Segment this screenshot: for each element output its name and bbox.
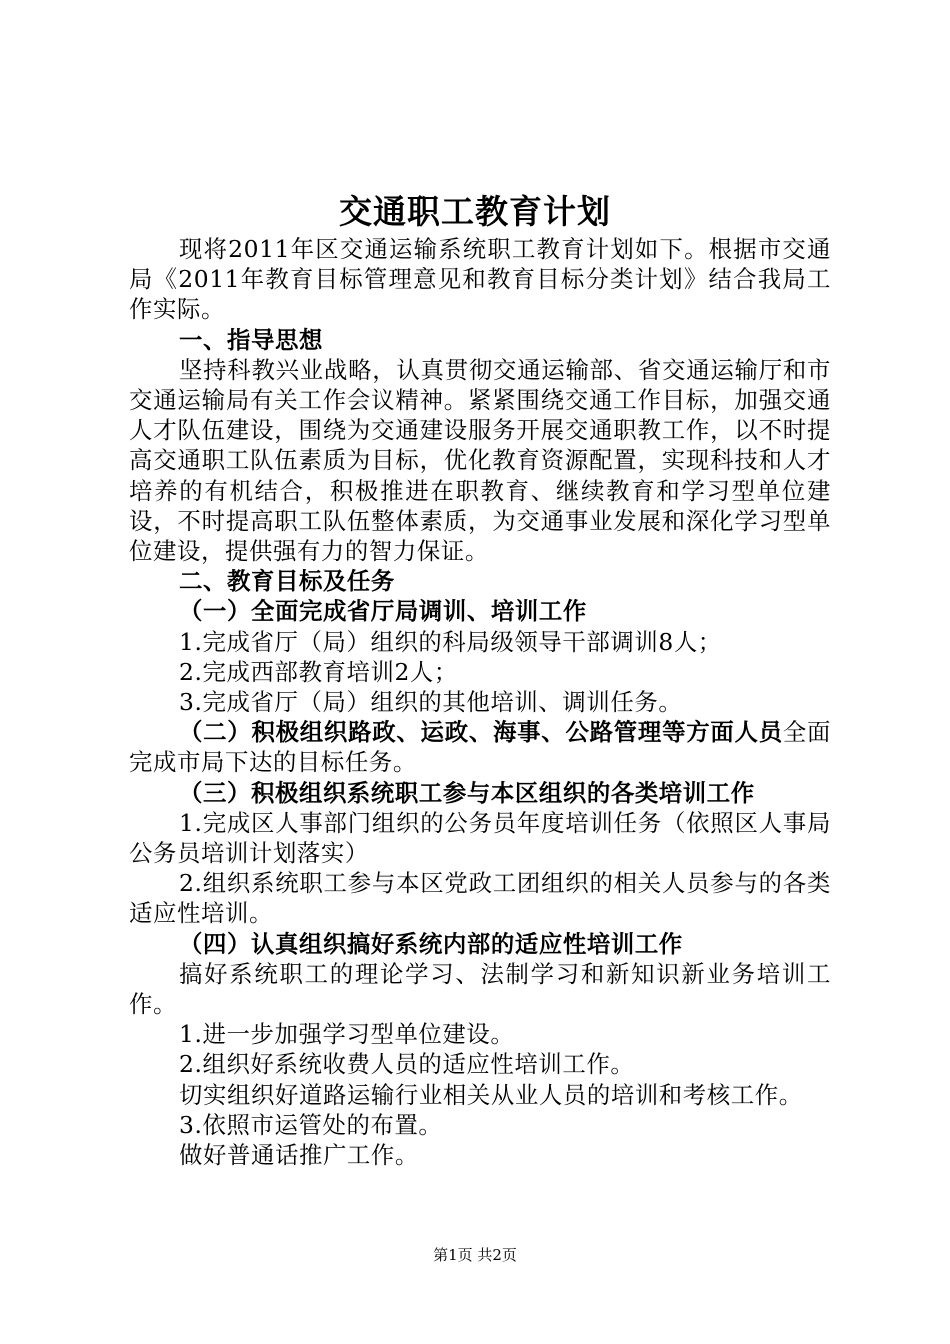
document-title: 交通职工教育计划 bbox=[339, 192, 611, 231]
section-heading: 一、指导思想 bbox=[179, 325, 323, 354]
paragraph: 搞好系统职工的理论学习、法制学习和新知识新业务培训工作。 bbox=[129, 959, 831, 1019]
paragraph: 1.完成省厅（局）组织的科局级领导干部调训8人； bbox=[179, 627, 722, 656]
paragraph: 做好普通话推广工作。 bbox=[179, 1141, 419, 1170]
subsection-heading: （二）积极组织路政、运政、海事、公路管理等方面人员 bbox=[179, 718, 783, 747]
paragraph: 1.进一步加强学习型单位建设。 bbox=[179, 1020, 515, 1049]
paragraph: 3.依照市运管处的布置。 bbox=[179, 1110, 443, 1139]
paragraph: 2.组织系统职工参与本区党政工团组织的相关人员参与的各类适应性培训。 bbox=[129, 869, 831, 928]
subsection-heading: （四）认真组织搞好系统内部的适应性培训工作 bbox=[179, 929, 683, 958]
paragraph: 3.完成省厅（局）组织的其他培训、调训任务。 bbox=[179, 688, 683, 717]
paragraph-text: 全面完成市局下达的目标任务。 bbox=[129, 718, 832, 777]
subsection-heading: （三）积极组织系统职工参与本区组织的各类培训工作 bbox=[179, 778, 755, 807]
paragraph: 2.完成西部教育培训2人； bbox=[179, 657, 458, 686]
page-footer: 第1页 共2页 bbox=[433, 1246, 517, 1264]
subsection-heading: （一）全面完成省厅局调训、培训工作 bbox=[179, 597, 587, 626]
subsection-paragraph bbox=[129, 717, 831, 777]
paragraph: 切实组织好道路运输行业相关从业人员的培训和考核工作。 bbox=[179, 1080, 803, 1109]
paragraph: 2.组织好系统收费人员的适应性培训工作。 bbox=[179, 1050, 635, 1079]
section-heading: 二、教育目标及任务 bbox=[179, 567, 395, 596]
paragraph: 现将2011年区交通运输系统职工教育计划如下。根据市交通局《2011年教育目标管理意见和教育目标分类计划》结合我局工作实际。 bbox=[129, 235, 831, 324]
paragraph: 1.完成区人事部门组织的公务员年度培训任务（依照区人事局公务员培训计划落实） bbox=[129, 808, 831, 868]
document-body bbox=[129, 234, 831, 1170]
paragraph: 坚持科教兴业战略，认真贯彻交通运输部、省交通运输厅和市交通运输局有关工作会议精神。紧紧围绕交通工作目标，加强交通人才队伍建设，围绕为交通建设服务开展交通职教工作，以不时提高交通职工队伍素质为目标，优化教育资源配置，实现科技和人才培养的有机结合，积极推进在职教育、继续教育和学习型单位建设，不时提高职工队伍整体素质，为交通事业发展和深化学习型单位建设，提供强有力的智力保证。 bbox=[129, 355, 831, 566]
